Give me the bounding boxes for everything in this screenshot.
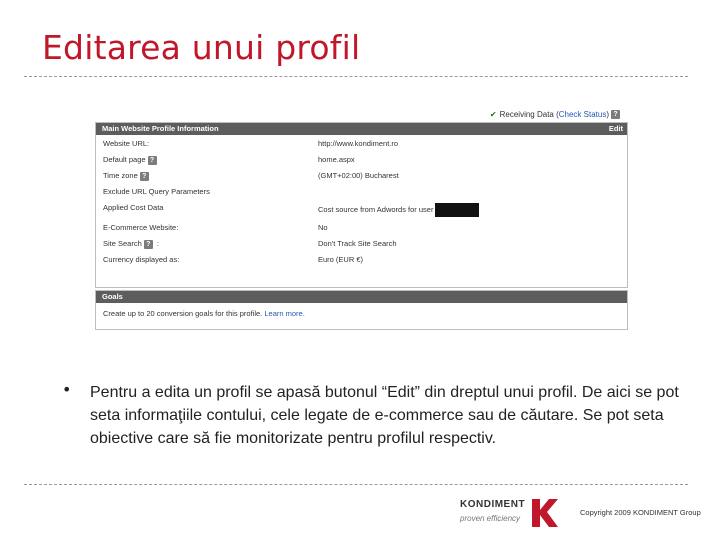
- logo-tagline: proven efficiency: [460, 514, 521, 523]
- row-time-zone: [96, 168, 627, 184]
- row-label: Applied Cost Data: [103, 203, 164, 212]
- check-icon: ✔: [489, 110, 497, 119]
- check-status-link[interactable]: Check Status: [558, 110, 607, 119]
- status-label: Receiving Data (: [499, 110, 559, 119]
- k-logo-icon: [530, 497, 560, 529]
- bullet-text: Pentru a edita un profil se apasă butonul “Edit” din dreptul unui profil. De aici se pot seta informaţiile contului, cele legate de e-commerce sau de căutare. Se pot seta obiective care să fie monitorizate pentru profilul respectiv.: [90, 384, 679, 447]
- learn-more-link[interactable]: Learn more.: [264, 309, 305, 318]
- row-value: Cost source from Adwords for user: [318, 204, 434, 214]
- goals-description: Create up to 20 conversion goals for this profile.: [103, 309, 263, 318]
- row-default-page: [96, 152, 627, 168]
- row-value: (GMT+02:00) Bucharest: [318, 171, 399, 180]
- row-label: Currency displayed as:: [103, 255, 180, 264]
- profile-info-panel: [95, 122, 628, 288]
- row-label: Exclude URL Query Parameters: [103, 187, 210, 196]
- receiving-data-status: [490, 110, 622, 119]
- row-cost-data: [96, 200, 627, 216]
- row-ecommerce: [96, 220, 627, 236]
- row-label: Site Search: [103, 239, 142, 248]
- slide-title: Editarea unui profil: [42, 28, 361, 67]
- goals-header: Goals: [96, 291, 627, 303]
- goals-panel: [95, 290, 628, 330]
- row-value: home.aspx: [318, 155, 355, 164]
- help-icon[interactable]: ?: [140, 172, 149, 181]
- row-label: E-Commerce Website:: [103, 223, 179, 232]
- row-value: Don't Track Site Search: [318, 239, 397, 248]
- profile-info-header: [96, 123, 627, 135]
- row-currency: [96, 252, 627, 268]
- help-icon[interactable]: ?: [611, 110, 620, 119]
- panel-title: Main Website Profile Information: [102, 124, 219, 133]
- status-close: ): [606, 110, 609, 119]
- row-label: Time zone: [103, 171, 138, 180]
- bottom-divider: [24, 484, 688, 485]
- help-icon[interactable]: ?: [144, 240, 153, 249]
- bullet-icon: •: [62, 380, 72, 399]
- row-exclude-params: [96, 184, 627, 200]
- row-website-url: [96, 136, 627, 152]
- row-value: http://www.kondiment.ro: [318, 139, 399, 148]
- edit-button[interactable]: Edit: [608, 124, 623, 133]
- row-value: Euro (EUR €): [318, 255, 364, 264]
- row-site-search: Site Search ? : Don't Track Site Search: [103, 239, 397, 248]
- top-divider: [24, 76, 688, 77]
- logo-name: KONDIMENT: [460, 499, 526, 510]
- kondiment-logo: [460, 497, 560, 531]
- row-label: Website URL:: [103, 139, 150, 148]
- row-label: Default page: [103, 155, 146, 164]
- analytics-screenshot: [95, 108, 628, 333]
- help-icon[interactable]: ?: [148, 156, 157, 165]
- copyright-text: Copyright 2009 KONDIMENT Group: [580, 508, 701, 517]
- goals-text: [96, 303, 627, 324]
- redacted-block: [435, 203, 479, 217]
- row-value: No: [318, 223, 328, 232]
